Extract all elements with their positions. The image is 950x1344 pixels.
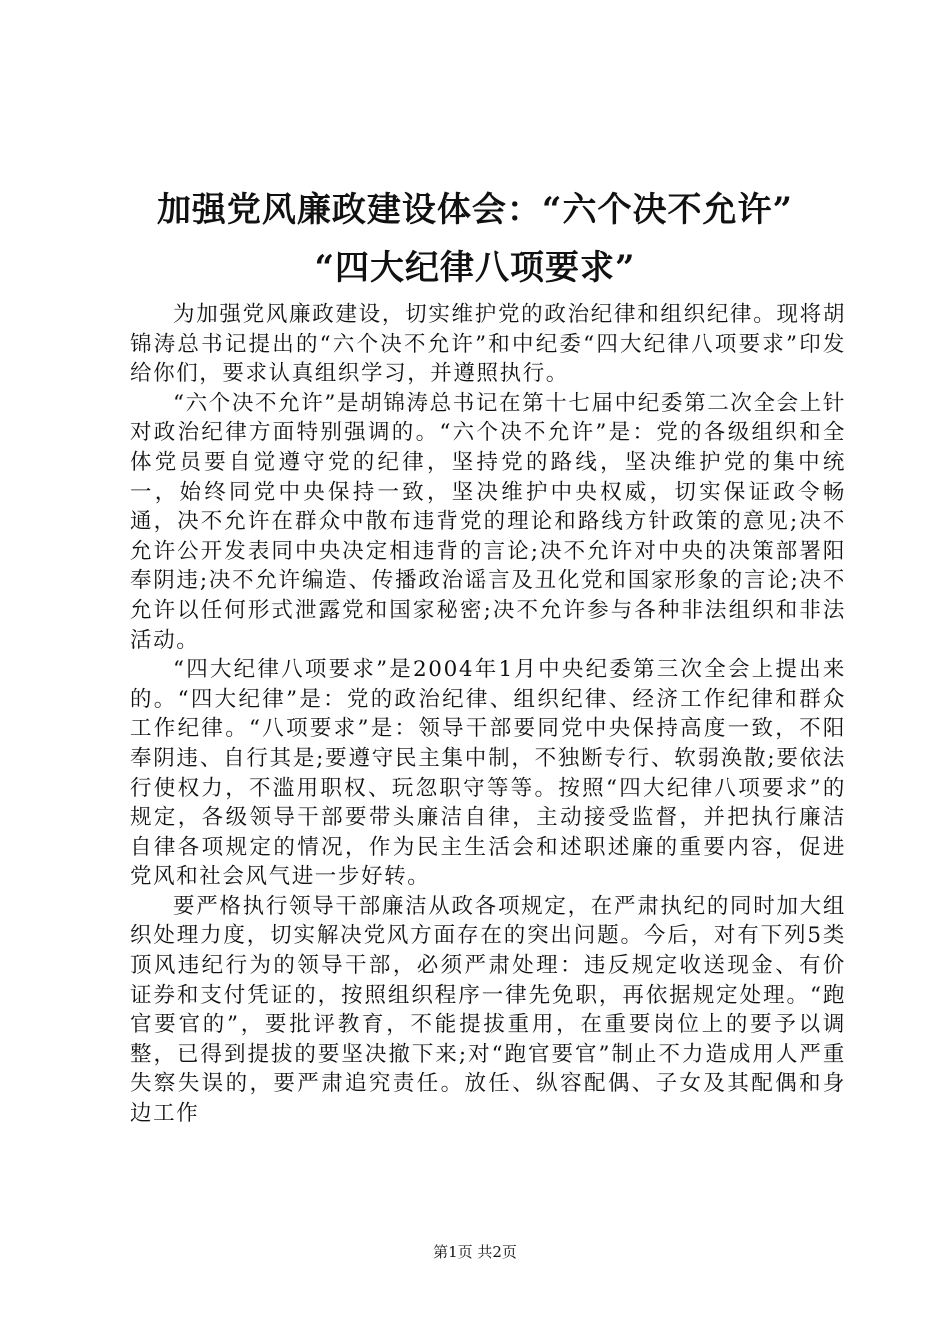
paragraph-2: “六个决不允许”是胡锦涛总书记在第十七届中纪委第二次全会上针对政治纪律方面特别强调的。“六个决不允许”是：党的各级组织和全体党员要自觉遵守党的纪律，坚持党的路线，坚决维护党的集中统一，始终同党中央保持一致，坚决维护中央权威，切实保证政令畅通，决不允许在群众中散布违背党的理论和路线方针政策的意见;决不允许公开发表同中央决定相违背的言论;决不允许对中央的决策部署阳奉阴违;决不允许编造、传播政治谣言及丑化党和国家形象的言论;决不允许以任何形式泄露党和国家秘密;决不允许参与各种非法组织和非法活动。: [130, 390, 846, 653]
document-title-line1: 加强党风廉政建设体会：“六个决不允许”: [156, 190, 794, 230]
page-number-footer: 第1页 共2页: [433, 1243, 517, 1261]
paragraph-1: 为加强党风廉政建设，切实维护党的政治纪律和组织纪律。现将胡锦涛总书记提出的“六个决不允许”和中纪委“四大纪律八项要求”印发给你们，要求认真组织学习，并遵照执行。: [130, 302, 846, 387]
document-body: [130, 300, 846, 1129]
document-title-line2: “四大纪律八项要求”: [314, 248, 636, 288]
paragraph-3: “四大纪律八项要求”是2004年1月中央纪委第三次全会上提出来的。“四大纪律”是：党的政治纪律、组织纪律、经济工作纪律和群众工作纪律。“八项要求”是：领导干部要同党中央保持高度一致，不阳奉阴违、自行其是;要遵守民主集中制，不独断专行、软弱涣散;要依法行使权力，不滥用职权、玩忽职守等等。按照“四大纪律八项要求”的规定，各级领导干部要带头廉洁自律，主动接受监督，并把执行廉洁自律各项规定的情况，作为民主生活会和述职述廉的重要内容，促进党风和社会风气进一步好转。: [130, 657, 846, 890]
paragraph-4: 要严格执行领导干部廉洁从政各项规定，在严肃执纪的同时加大组织处理力度，切实解决党风方面存在的突出问题。今后，对有下列5类顶风违纪行为的领导干部，必须严肃处理：违反规定收送现金、有价证券和支付凭证的，按照组织程序一律先免职，再依据规定处理。“跑官要官的”，要批评教育，不能提拔重用，在重要岗位上的要予以调整，已得到提拔的要坚决撤下来;对“跑官要官”制止不力造成用人严重失察失误的，要严肃追究责任。放任、纵容配偶、子女及其配偶和身边工作: [130, 893, 846, 1127]
